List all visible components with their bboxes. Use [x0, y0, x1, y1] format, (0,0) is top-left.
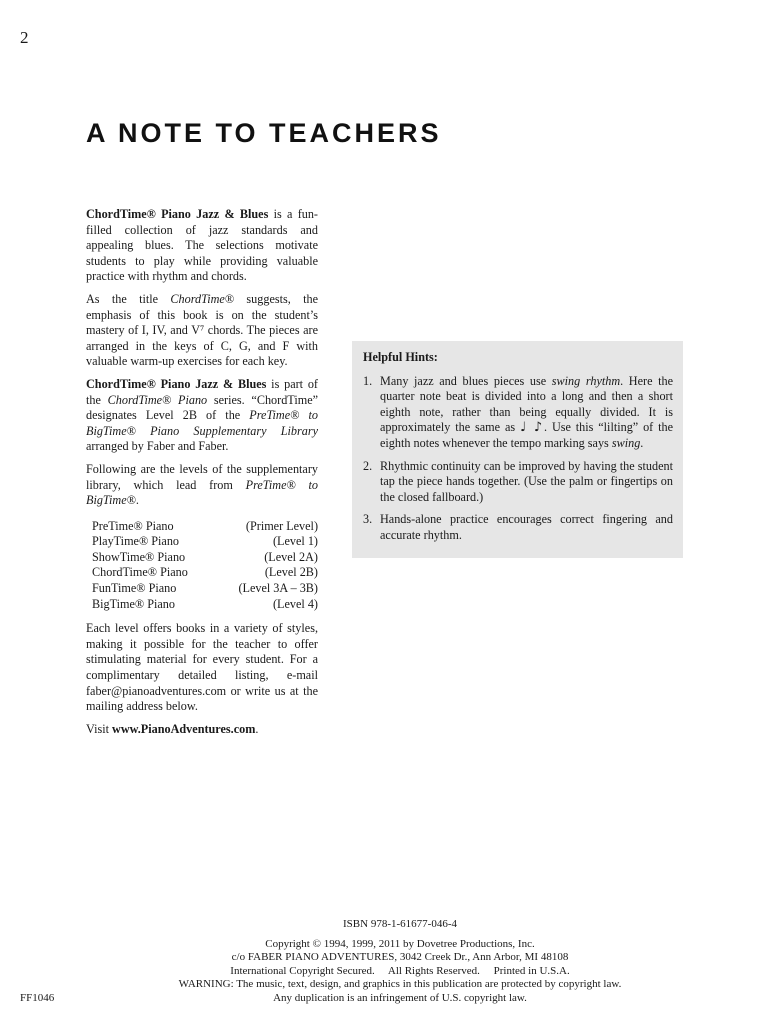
intro-paragraph-2	[86, 292, 318, 370]
text-run: is part of the	[86, 376, 318, 407]
level-row	[92, 581, 318, 597]
rights-line: International Copyright Secured. All Rights Reserved. Printed in U.S.A.	[230, 964, 570, 977]
text-run: Many jazz and blues pieces use	[380, 373, 552, 388]
swing-rhythm-italic: swing rhythm	[551, 373, 621, 388]
intro-paragraph-1	[86, 207, 318, 285]
library-italic: PreTime® to BigTime®	[86, 477, 319, 508]
level-name: ChordTime® Piano	[92, 565, 188, 580]
level-name: ShowTime® Piano	[92, 549, 186, 564]
series-italic: ChordTime®	[170, 291, 235, 306]
level-value: (Level 2B)	[264, 565, 318, 580]
level-row	[92, 597, 318, 613]
level-name: PreTime® Piano	[92, 518, 174, 533]
hint-number: 2.	[363, 458, 373, 473]
product-code: FF1046	[20, 992, 55, 1004]
copyright-line: Copyright © 1994, 1999, 2011 by Dovetree Productions, Inc.	[265, 937, 535, 950]
text-run: arranged by Faber and Faber.	[86, 439, 229, 454]
hint-item	[363, 459, 673, 506]
library-italic: PreTime® to BigTime® Piano Supplementary Library	[86, 408, 318, 438]
level-name: BigTime® Piano	[92, 596, 175, 611]
address-line: c/o FABER PIANO ADVENTURES, 3042 Creek Dr., Ann Arbor, MI 48108	[231, 951, 569, 964]
intro-text: is a fun-filled collection of jazz standards and appealing blues. The selections motivate students to play while providing valuable practice with rhythm and chords.	[86, 207, 318, 284]
text-run: . Use this “lilting” of the eighth notes whenever the tempo marking says	[380, 420, 673, 450]
text-run: Following are the levels of the supplementary library, which lead from	[86, 461, 318, 492]
text-run: .	[255, 721, 259, 736]
page-title: A NOTE TO TEACHERS	[86, 118, 442, 148]
series-italic: ChordTime® Piano	[107, 392, 208, 407]
level-row	[92, 565, 318, 581]
level-value: (Level 4)	[272, 596, 318, 611]
hint-number: 3.	[363, 512, 373, 527]
hint-text: Hands-alone practice encourages correct fingering and accurate rhythm.	[380, 512, 673, 542]
text-run: suggests, the emphasis of this book is on the student’s mastery of I, IV, and V⁷ chords. The pieces are arranged in the keys of C, G, and F with valuable warm-up exercises for each key.	[86, 291, 318, 369]
levels-list	[92, 519, 318, 613]
page-number: 2	[20, 28, 29, 47]
book-title-bold: ChordTime® Piano Jazz & Blues	[86, 376, 267, 391]
text-run: series. “ChordTime” designates Level 2B of the	[86, 392, 319, 423]
hint-item	[363, 374, 673, 452]
swing-italic: swing	[611, 435, 641, 450]
intro-paragraph-5: Each level offers books in a variety of styles, making it possible for the teacher to offer stimulating material for every student. For a complimentary detailed listing, e-mail faber@pianoadventures.com or write us at the mailing address below.	[86, 621, 318, 714]
hint-number: 1.	[363, 373, 373, 388]
text-run: As the title	[86, 291, 171, 306]
intro-paragraph-4	[86, 462, 318, 509]
text-run: .	[640, 435, 644, 450]
text-run: .	[135, 493, 139, 508]
level-value: (Primer Level)	[245, 518, 318, 533]
copyright-footer	[130, 918, 670, 1006]
website-link[interactable]: www.PianoAdventures.com	[112, 721, 256, 736]
book-title-bold: ChordTime® Piano Jazz & Blues	[86, 207, 269, 221]
hint-text: Rhythmic continuity can be improved by having the student tap the piece hands together. (Use the palm or fingertips on the closed fallboard.)	[380, 458, 673, 504]
music-notes-icon: ♩ ♪	[519, 420, 545, 436]
level-value: (Level 1)	[272, 534, 318, 549]
level-row	[92, 534, 318, 550]
level-value: (Level 3A – 3B)	[238, 581, 318, 596]
text-run: . Here the quarter note beat is divided into a long and then a short eighth note, rather than being equally divided. It is approximately the same as	[380, 373, 673, 435]
level-name: PlayTime® Piano	[92, 534, 180, 549]
isbn: ISBN 978-1-61677-046-4	[343, 918, 457, 930]
hints-title: Helpful Hints:	[363, 350, 438, 364]
level-row	[92, 550, 318, 566]
level-name: FunTime® Piano	[92, 581, 177, 596]
hint-item	[363, 512, 673, 543]
intro-paragraph-3	[86, 377, 318, 455]
intro-column	[86, 207, 318, 744]
warning-line: WARNING: The music, text, design, and graphics in this publication are protected by copyright law.	[178, 978, 622, 991]
text-run: Visit	[86, 721, 113, 736]
level-value: (Level 2A)	[264, 549, 318, 564]
intro-paragraph-6	[86, 722, 318, 738]
helpful-hints-box	[352, 341, 683, 558]
hint-text	[380, 374, 673, 452]
level-row	[92, 519, 318, 535]
warning-line: Any duplication is an infringement of U.S. copyright law.	[273, 991, 527, 1004]
